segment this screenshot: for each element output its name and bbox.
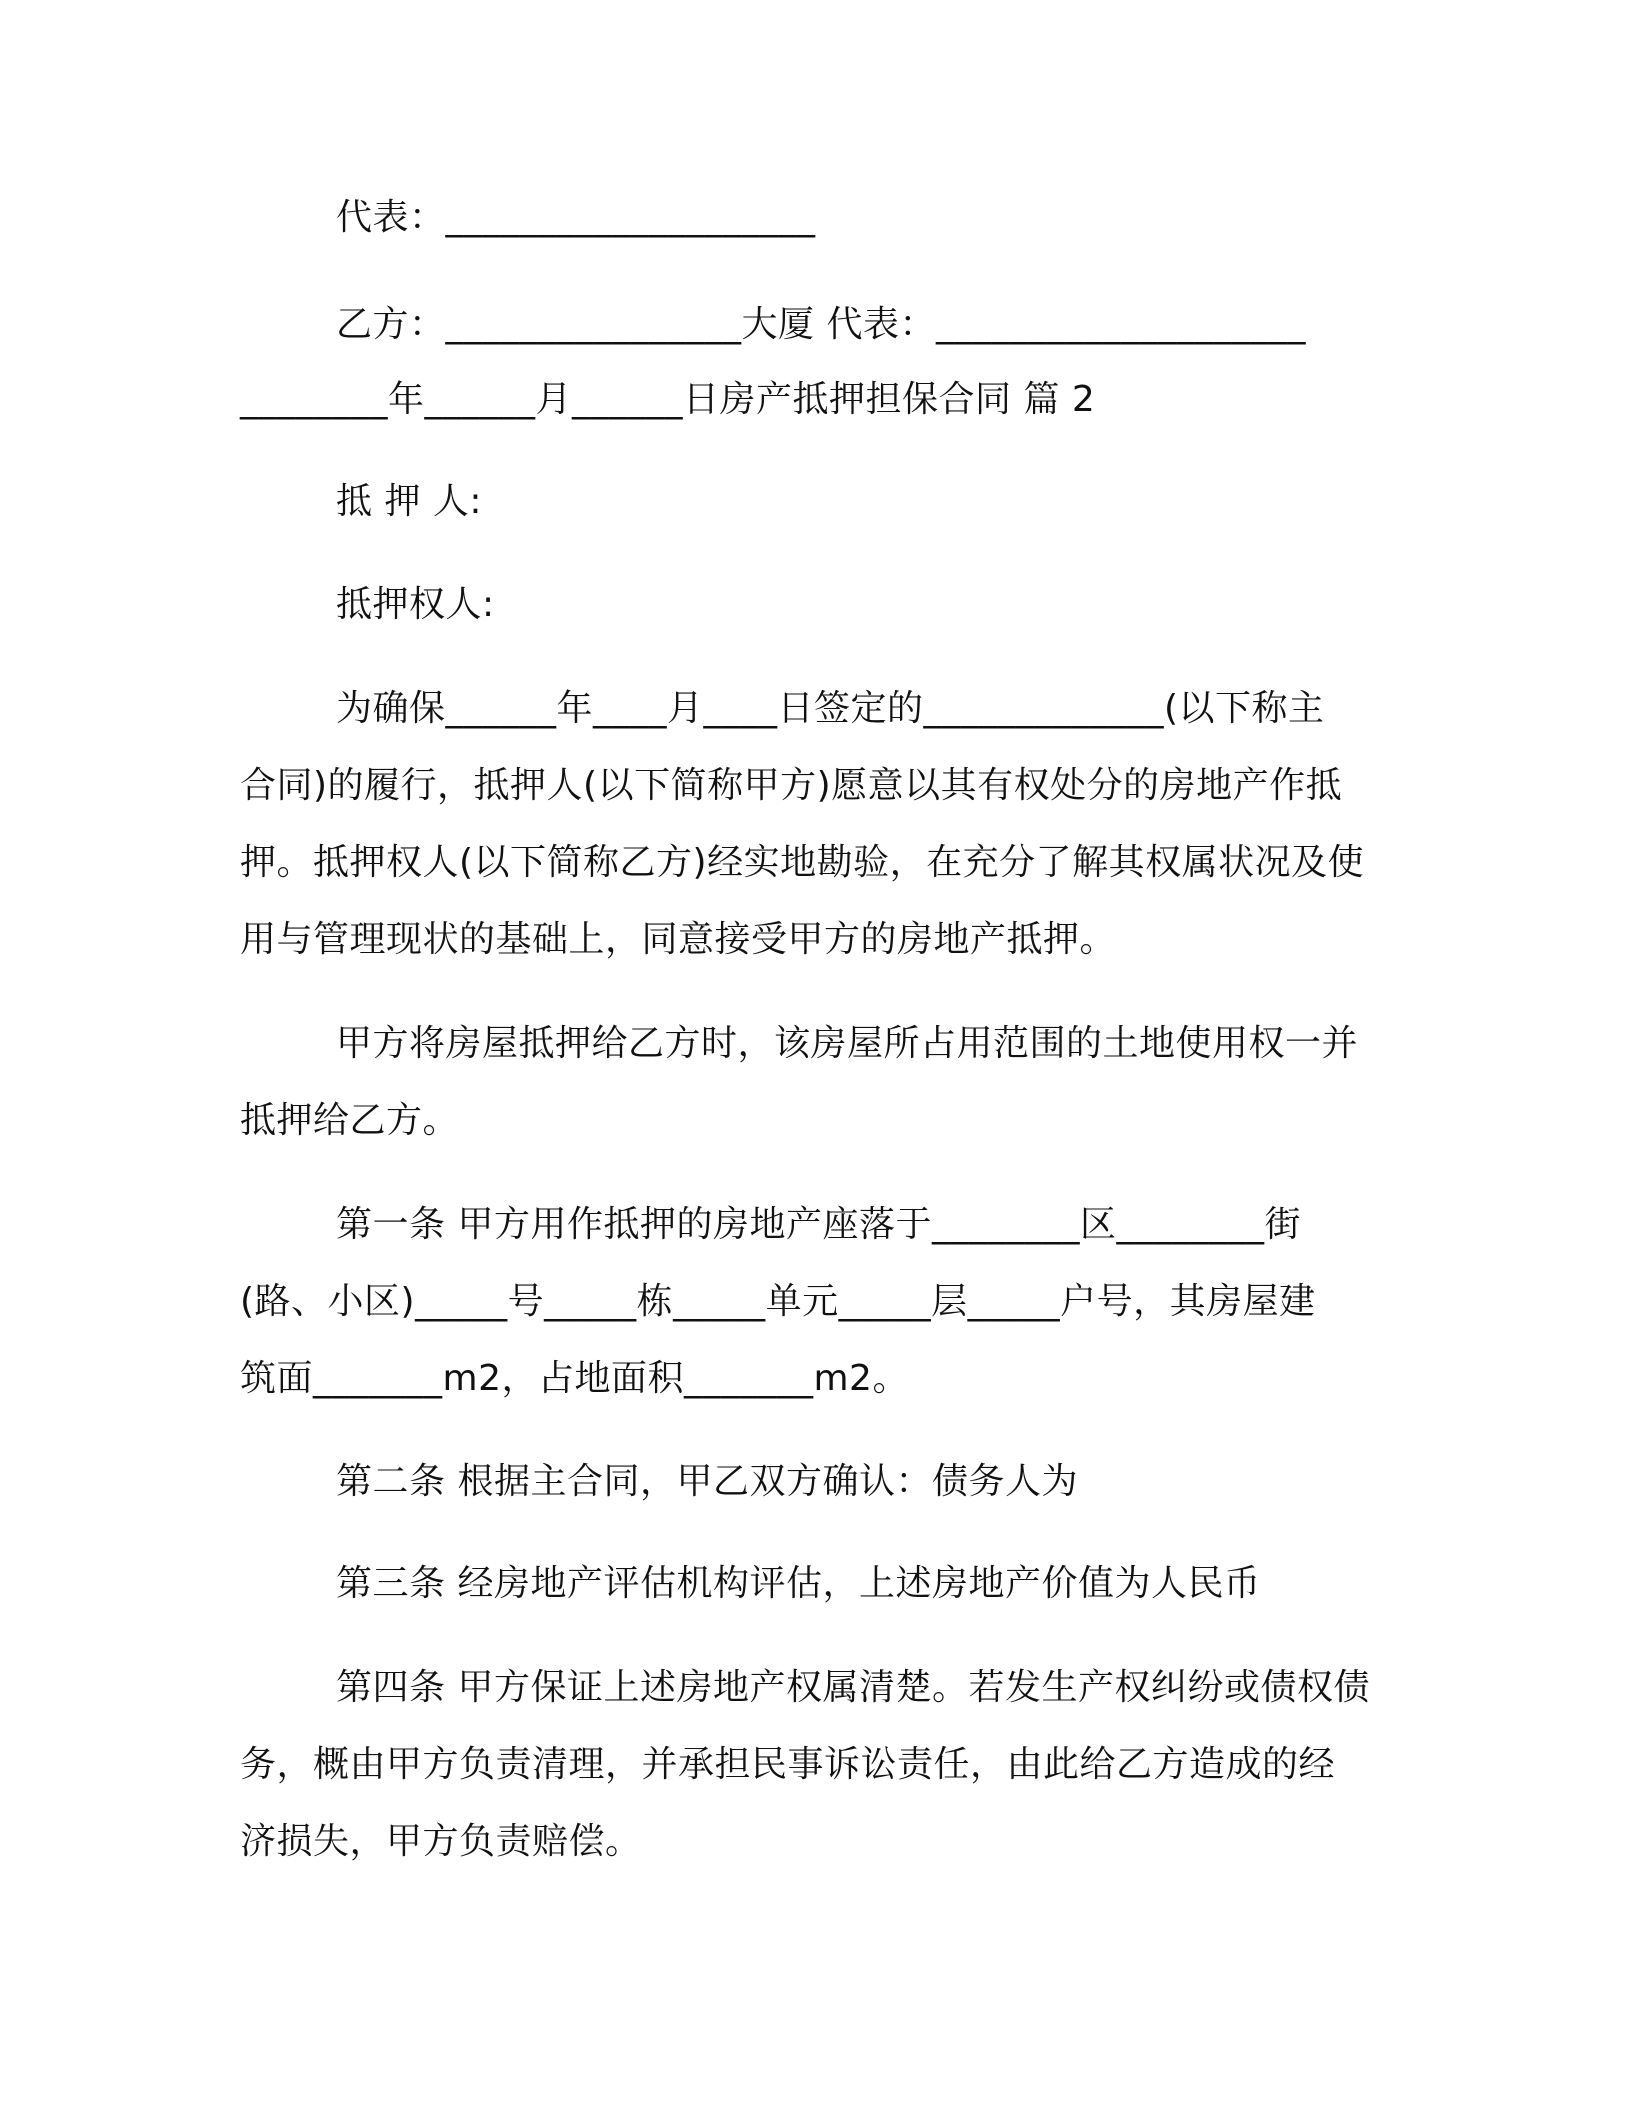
article-1-line: 第一条 甲方用作抵押的房地产座落于________区________街 [336,1204,1301,1245]
paragraph-line: 押。抵押权人(以下简称乙方)经实地勘验，在充分了解其权属状况及使 [240,842,1365,883]
party-b-line: 乙方：________________大厦 代表：____________________ [336,304,1306,345]
article-4-line: 济损失，甲方负责赔偿。 [240,1821,642,1862]
article-4-line: 务，概由甲方负责清理，并承担民事诉讼责任，由此给乙方造成的经 [240,1744,1336,1785]
date-title-line: ________年______月______日房产抵押担保合同 篇 2 [240,379,1096,420]
paragraph-line: 合同)的履行，抵押人(以下简称甲方)愿意以其有权处分的房地产作抵 [240,765,1343,806]
article-1-line: 筑面_______m2，占地面积_______m2。 [240,1358,909,1399]
mortgagor-label: 抵 押 人: [336,481,483,522]
article-1-line: (路、小区)_____号_____栋_____单元_____层_____户号，其房屋建 [240,1281,1316,1322]
paragraph-line: 用与管理现状的基础上，同意接受甲方的房地产抵押。 [240,919,1117,960]
representative-line: 代表：____________________ [336,197,816,238]
article-2-line: 第二条 根据主合同，甲乙双方确认：债务人为 [336,1461,1078,1502]
article-4-line: 第四条 甲方保证上述房地产权属清楚。若发生产权纠纷或债权债 [336,1667,1370,1708]
paragraph-line: 抵押给乙方。 [240,1100,460,1141]
mortgagee-label: 抵押权人: [336,584,495,625]
article-3-line: 第三条 经房地产评估机构评估，上述房地产价值为人民币 [336,1563,1261,1604]
paragraph-line: 甲方将房屋抵押给乙方时，该房屋所占用范围的土地使用权一并 [336,1023,1359,1064]
paragraph-line: 为确保______年____月____日签定的_____________(以下称主 [336,688,1325,729]
